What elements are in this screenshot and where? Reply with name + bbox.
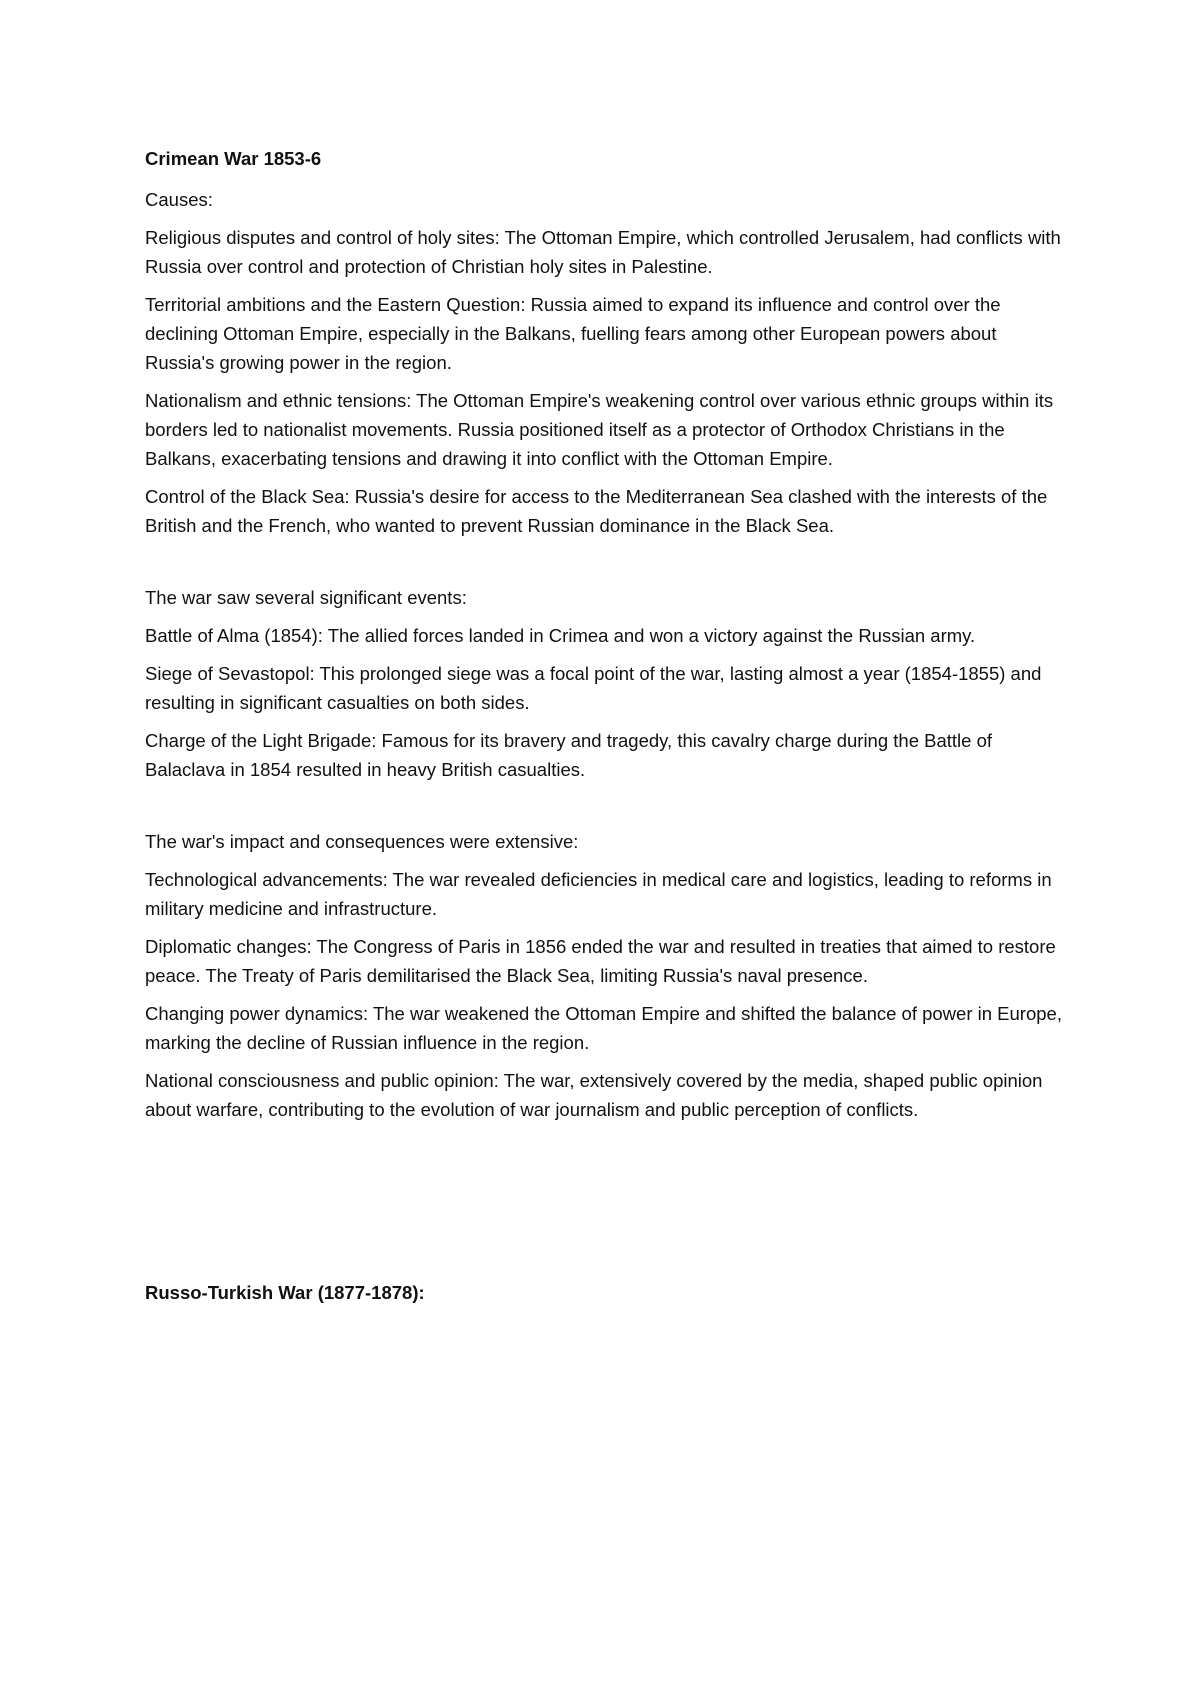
cause-paragraph: Nationalism and ethnic tensions: The Ottoman Empire's weakening control over various ethnic groups within its borders led to nationalist movements. Russia positioned itself as a protector of Orthodox Christians in the Balkans, exacerbating tensions and drawing it into conflict with the Ottoman Empire. bbox=[145, 390, 1054, 469]
event-paragraph: Battle of Alma (1854): The allied forces landed in Crimea and won a victory against the Russian army. bbox=[145, 625, 976, 646]
events-label: The war saw several significant events: bbox=[145, 587, 467, 608]
cause-paragraph: Control of the Black Sea: Russia's desire for access to the Mediterranean Sea clashed with the interests of the British and the French, who wanted to prevent Russian dominance in the Black Sea. bbox=[145, 486, 1048, 536]
event-paragraph: Siege of Sevastopol: This prolonged siege was a focal point of the war, lasting almost a year (1854-1855) and resulting in significant casualties on both sides. bbox=[145, 663, 1042, 713]
event-paragraph: Charge of the Light Brigade: Famous for its bravery and tragedy, this cavalry charge during the Battle of Balaclava in 1854 resulted in heavy British casualties. bbox=[145, 730, 992, 780]
spacer bbox=[145, 1133, 1070, 1279]
spacer bbox=[145, 549, 1070, 583]
impact-paragraph: Technological advancements: The war revealed deficiencies in medical care and logistics, leading to reforms in military medicine and infrastructure. bbox=[145, 869, 1052, 919]
cause-paragraph: Territorial ambitions and the Eastern Question: Russia aimed to expand its influence and control over the declining Ottoman Empire, especially in the Balkans, fuelling fears among other European powers about Russia's growing power in the region. bbox=[145, 294, 1001, 373]
impact-paragraph: Changing power dynamics: The war weakened the Ottoman Empire and shifted the balance of power in Europe, marking the decline of Russian influence in the region. bbox=[145, 1003, 1062, 1053]
cause-paragraph: Religious disputes and control of holy sites: The Ottoman Empire, which controlled Jerusalem, had conflicts with Russia over control and protection of Christian holy sites in Palestine. bbox=[145, 227, 1061, 277]
causes-label: Causes: bbox=[145, 189, 213, 210]
impact-paragraph: Diplomatic changes: The Congress of Paris in 1856 ended the war and resulted in treaties that aimed to restore peace. The Treaty of Paris demilitarised the Black Sea, limiting Russia's naval presence. bbox=[145, 936, 1056, 986]
section-heading-russo-turkish-war: Russo-Turkish War (1877-1878): bbox=[145, 1282, 425, 1303]
spacer bbox=[145, 793, 1070, 827]
impact-label: The war's impact and consequences were extensive: bbox=[145, 831, 579, 852]
impact-paragraph: National consciousness and public opinion: The war, extensively covered by the media, shaped public opinion about warfare, contributing to the evolution of war journalism and public perception of conflicts. bbox=[145, 1070, 1043, 1120]
section-heading-crimean-war: Crimean War 1853-6 bbox=[145, 148, 322, 169]
